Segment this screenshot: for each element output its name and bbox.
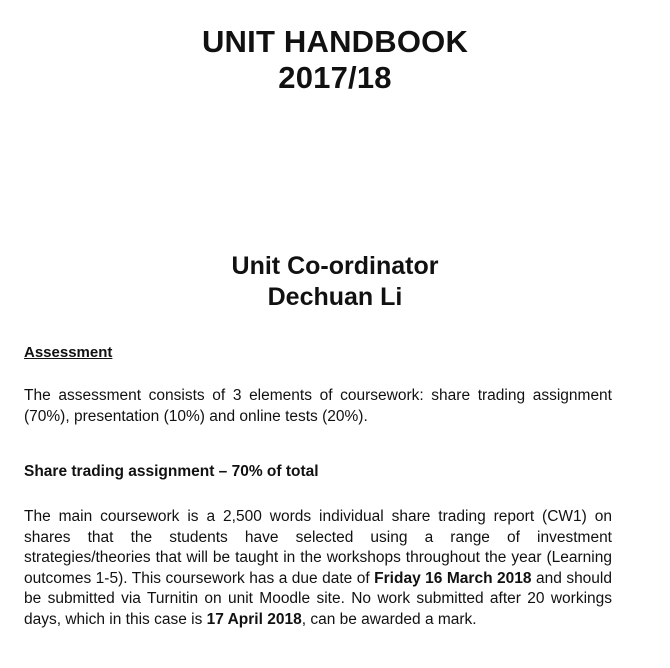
title-line-1: UNIT HANDBOOK [201,24,469,59]
due-date: Friday 16 March 2018 [374,569,532,587]
assessment-paragraph: The assessment consists of 3 elements of coursework: share trading assignment (70%), presentation (10%) and online tests (20%). [24,387,612,425]
share-trading-text-2: and should be submitted via Turnitin on unit Moodle site. No work submitted after 20 workings days, which in this case is [24,569,612,628]
share-trading-paragraph [24,507,612,630]
document-title [0,24,670,96]
share-trading-text-3: , can be awarded a mark. [301,610,477,628]
assessment-heading: Assessment [24,344,113,361]
share-trading-text-1: The main coursework is a 2,500 words individual share trading report (CW1) on shares that the students have selected using a range of investment strategies/theories that will be taught in the workshops throughout the year (Learning outcomes 1-5). This coursework has a due date of [24,508,612,587]
cutoff-date: 17 April 2018 [206,610,302,628]
coordinator-label: Unit Co-ordinator [231,252,439,280]
title-line-2: 2017/18 [278,60,392,95]
share-trading-heading: Share trading assignment – 70% of total [24,463,319,480]
coordinator-name: Dechuan Li [267,283,403,311]
coordinator-block [0,251,670,313]
